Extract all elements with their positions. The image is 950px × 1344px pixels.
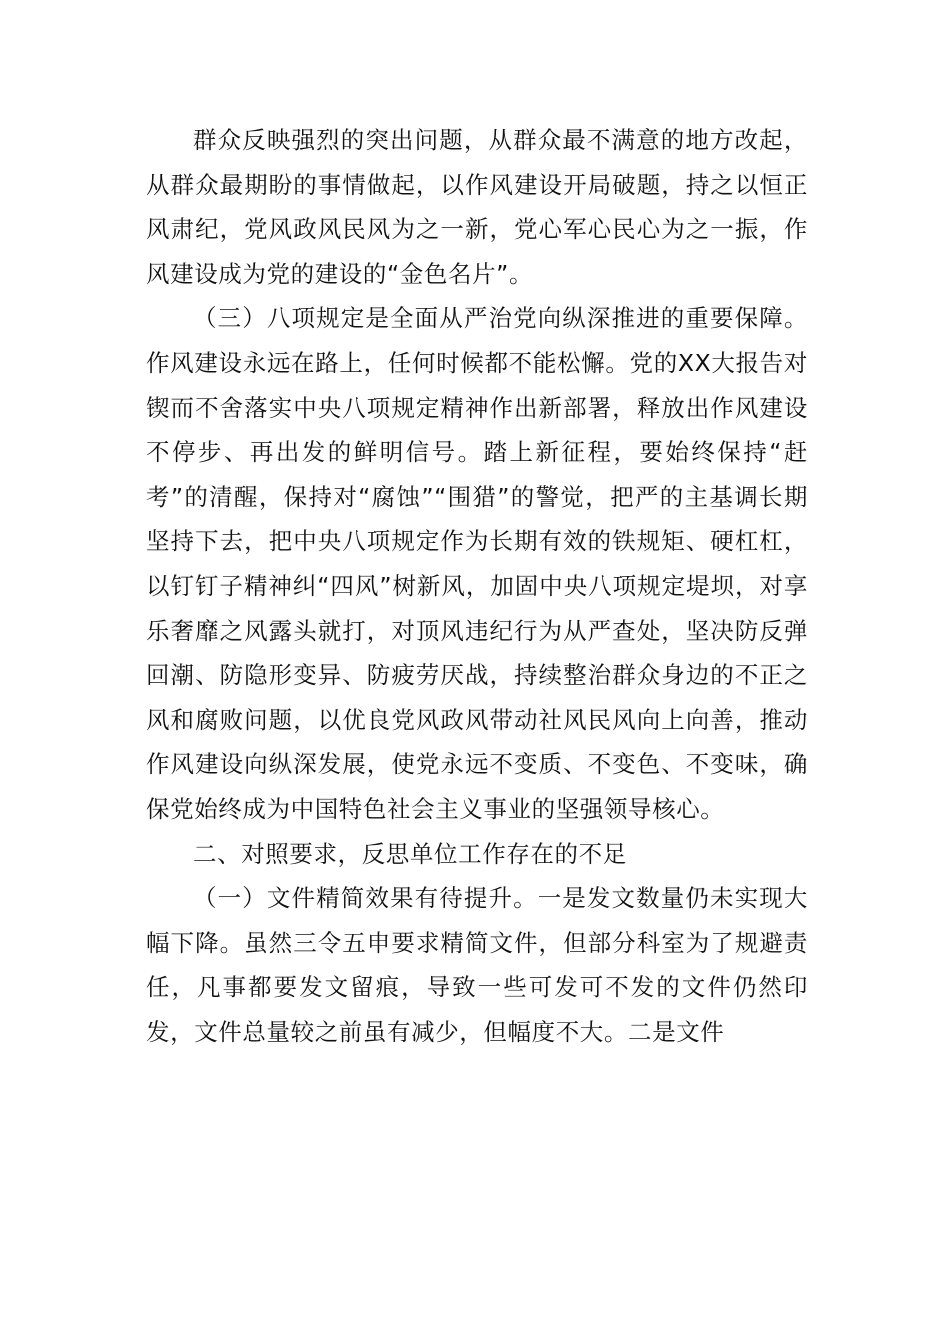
- document-body: [146, 118, 808, 1054]
- paragraph-1: 群众反映强烈的突出问题，从群众最不满意的地方改起，从群众最期盼的事情做起，以作风建设开局破题，持之以恒正风肃纪，党风政风民风为之一新，党心军心民心为之一振，作风建设成为党的建设的“金色名片”。: [146, 126, 808, 288]
- section-heading-2: 二、对照要求，反思单位工作存在的不足: [193, 839, 627, 868]
- paragraph-2: （三）八项规定是全面从严治党向纵深推进的重要保障。作风建设永远在路上，任何时候都不能松懈。党的XX大报告对锲而不舍落实中央八项规定精神作出新部署，释放出作风建设不停步、再出发的鲜明信号。踏上新征程，要始终保持“赶考”的清醒，保持对“腐蚀”“围猎”的警觉，把严的主基调长期坚持下去，把中央八项规定作为长期有效的铁规矩、硬杠杠，以钉钉子精神纠“四风”树新风，加固中央八项规定堤坝，对享乐奢靡之风露头就打，对顶风违纪行为从严查处，坚决防反弹回潮、防隐形变异、防疲劳厌战，持续整治群众身边的不正之风和腐败问题，以优良党风政风带动社风民风向上向善，推动作风建设向纵深发展，使党永远不变质、不变色、不变味，确保党始终成为中国特色社会主义事业的坚强领导核心。: [146, 304, 808, 823]
- paragraph-3: （一）文件精简效果有待提升。一是发文数量仍未实现大幅下降。虽然三令五申要求精简文件，但部分科室为了规避责任，凡事都要发文留痕，导致一些可发可不发的文件仍然印发，文件总量较之前虽有减少，但幅度不大。二是文件: [146, 884, 808, 1046]
